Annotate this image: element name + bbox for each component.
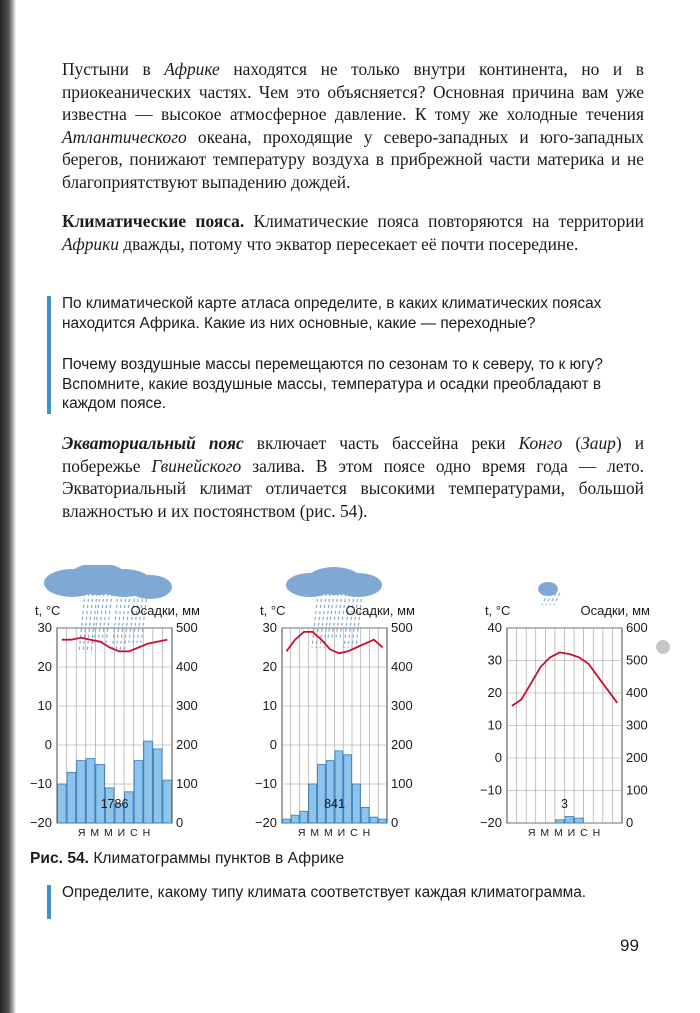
precipitation-tick-label: 400 <box>626 685 648 700</box>
precipitation-tick-label: 500 <box>176 620 198 635</box>
precipitation-bar <box>318 765 326 824</box>
precipitation-bar <box>86 759 95 823</box>
precipitation-bar <box>134 761 143 823</box>
annual-precipitation-total: 3 <box>561 797 568 811</box>
precipitation-tick-label: 500 <box>626 652 648 668</box>
precipitation-tick-label: 200 <box>626 750 648 765</box>
climatogram-3 <box>480 582 650 839</box>
precipitation-bar <box>144 741 153 823</box>
precipitation-bar <box>291 815 299 823</box>
climatograms-figure <box>0 565 700 845</box>
temperature-axis-label: t, °C <box>35 603 61 618</box>
month-labels: Я М М И С Н <box>77 827 152 839</box>
task-accent-bar <box>47 296 51 414</box>
temperature-tick-label: 10 <box>262 698 277 713</box>
precipitation-tick-label: 0 <box>626 815 634 830</box>
paragraph-equatorial-zone: Экваториальный пояс включает часть бассейна реки Конго (Заир) и побережье Гвинейского залива. В этом поясе одно время года — лето. Экваториальный климат отличается высокими температурами, большой влажностью и их постоянством (рис. 54). <box>62 433 645 521</box>
precipitation-tick-label: 100 <box>391 776 413 791</box>
precipitation-tick-label: 0 <box>176 815 184 830</box>
precipitation-bar <box>370 817 378 823</box>
precipitation-bar <box>353 784 361 823</box>
temperature-tick-label: −20 <box>29 815 52 830</box>
precipitation-tick-label: 500 <box>391 620 413 635</box>
precipitation-axis-label: Осадки, мм <box>580 603 650 618</box>
precipitation-bar <box>575 818 584 823</box>
precipitation-axis-label: Осадки, мм <box>130 603 200 618</box>
section-heading: Климатические пояса. <box>62 211 245 231</box>
task-question-2: Почему воздушные массы перемещаются по сезонам то к северу, то к югу? Вспомните, какие воздушные массы, температура и осадки преобладают в каждом поясе. <box>62 356 603 413</box>
precipitation-bar <box>326 761 334 823</box>
precipitation-bar <box>77 761 86 823</box>
task-question-3: Определите, какому типу климата соответствует каждая климатограмма. <box>62 884 587 901</box>
precipitation-bar <box>153 749 162 823</box>
climatogram-2 <box>255 567 415 839</box>
task-accent-bar <box>47 885 51 919</box>
annual-precipitation-total: 1786 <box>100 797 129 811</box>
month-labels: Я М М И С Н <box>527 827 602 839</box>
temperature-tick-label: 20 <box>487 685 502 700</box>
precipitation-bar <box>58 784 67 823</box>
precipitation-tick-label: 300 <box>176 698 198 713</box>
book-spine-shadow <box>0 0 16 1013</box>
precipitation-bar <box>565 817 574 824</box>
temperature-tick-label: 0 <box>269 737 277 752</box>
temperature-tick-label: 40 <box>487 620 502 635</box>
precipitation-bar <box>283 819 291 823</box>
precipitation-tick-label: 100 <box>626 782 648 798</box>
precipitation-bar <box>163 780 172 823</box>
temperature-tick-label: 30 <box>37 620 52 635</box>
precipitation-bar <box>67 772 76 823</box>
paragraph-climate-zones: Климатические пояса. Климатические пояса повторяются на территории Африки дважды, потому что экватор пересекает её почти посередине. <box>62 211 644 254</box>
rain-cloud-icon <box>538 582 560 605</box>
precipitation-bar <box>379 819 387 823</box>
page-number: 99 <box>620 936 639 955</box>
temperature-tick-label: −20 <box>254 815 277 830</box>
precipitation-bar <box>309 784 317 823</box>
annual-precipitation-total: 841 <box>324 797 345 811</box>
temperature-tick-label: 20 <box>262 659 277 674</box>
temperature-tick-label: −10 <box>29 776 52 791</box>
temperature-tick-label: −10 <box>254 776 277 791</box>
precipitation-tick-label: 0 <box>391 815 399 830</box>
precipitation-bar <box>344 755 352 823</box>
precipitation-axis-label: Осадки, мм <box>345 603 415 618</box>
climatogram-1 <box>30 565 200 839</box>
precipitation-bar <box>335 751 343 823</box>
precipitation-bar <box>555 820 564 823</box>
temperature-axis-label: t, °C <box>485 603 511 618</box>
month-labels: Я М М И С Н <box>297 827 372 839</box>
precipitation-tick-label: 200 <box>391 737 413 752</box>
precipitation-bar <box>300 811 308 823</box>
paragraph-deserts: Пустыни в Африке находятся не только внутри континента, но и в приокеанических частях. Чем это объясняется? Основная причина вам уже известна — высокое атмосферное давление. К тому же холодные течения Атлантического океана, проходящие у северо-западных и юго-западных берегов, понижают температуру воздуха в прибрежной части материка и не благоприятствуют выпадению дождей. <box>62 59 644 192</box>
temperature-tick-label: 30 <box>262 620 277 635</box>
temperature-tick-label: −20 <box>479 815 502 830</box>
temperature-axis-label: t, °C <box>260 603 286 618</box>
precipitation-tick-label: 400 <box>391 659 413 674</box>
precipitation-bar <box>96 765 105 824</box>
precipitation-tick-label: 300 <box>391 698 413 713</box>
precipitation-tick-label: 100 <box>176 776 198 791</box>
task-question-1: По климатической карте атласа определите, в каких климатических поясах находится Африка. Какие из них основные, какие — переходные? <box>62 295 602 332</box>
temperature-tick-label: 10 <box>487 717 502 733</box>
precipitation-tick-label: 600 <box>626 620 648 635</box>
precipitation-tick-label: 200 <box>176 737 198 752</box>
temperature-tick-label: −10 <box>479 782 502 798</box>
precipitation-bar <box>361 807 369 823</box>
figure-caption: Рис. 54. Климатограммы пунктов в Африке <box>30 850 345 867</box>
precipitation-tick-label: 300 <box>626 717 648 733</box>
temperature-tick-label: 10 <box>37 698 52 713</box>
temperature-tick-label: 20 <box>37 659 52 674</box>
page-edge-mark <box>656 640 670 654</box>
temperature-tick-label: 0 <box>44 737 52 752</box>
precipitation-tick-label: 400 <box>176 659 198 674</box>
temperature-tick-label: 30 <box>487 652 502 668</box>
temperature-tick-label: 0 <box>494 750 502 765</box>
